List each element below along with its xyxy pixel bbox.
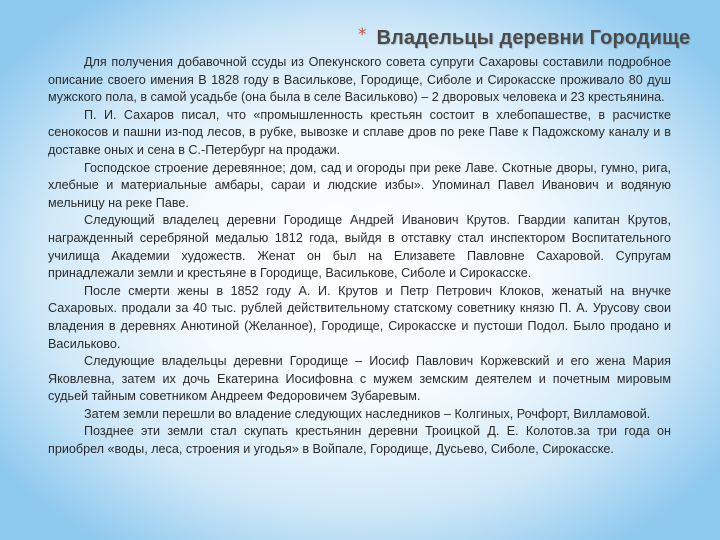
paragraph: После смерти жены в 1852 году А. И. Крутов и Петр Петрович Клоков, женатый на внучке Сахаровых. продали за 40 тыс. рублей действительному статскому советнику князю П. А. Урусову свои владения в деревнях Анютиной (Желанное), Городище, Сирокасске и пустоши Подол. Было продано и Васильково.: [48, 283, 671, 351]
paragraph: Следующие владельцы деревни Городище – Иосиф Павлович Коржевский и его жена Мария Яковлевна, затем их дочь Екатерина Иосифовна с мужем земским деятелем и почетным мировым судьей тайным советником Андреем Федоровичем Зубаревым.: [48, 354, 671, 404]
paragraph: Позднее эти земли стал скупать крестьянин деревни Троицкой Д. Е. Колотов.за три года он приобрел «воды, леса, строения и угодья» в Войпале, Городище, Дусьево, Сиболе, Сирокасске.: [48, 424, 671, 457]
slide-title: Владельцы деревни Городище: [376, 26, 691, 49]
title-row: [358, 22, 690, 54]
paragraph: Для получения добавочной ссуды из Опекунского совета супруги Сахаровы составили подробное описание своего имения В 1828 году в Василькове, Городище, Сиболе и Сирокасске проживало 80 душ мужского пола, в самой усадьбе (она была в селе Васильково) – 2 дворовых человека и 23 крестьянина.: [48, 55, 671, 105]
paragraph: Затем земли перешли во владение следующих наследников – Колгиных, Рочфорт, Вилламовой.: [84, 406, 651, 421]
title-bullet: *: [358, 25, 367, 45]
paragraph: Господское строение деревянное; дом, сад и огороды при реке Лаве. Скотные дворы, гумно, рига, хлебные и материальные амбары, сараи и людские избы». Упоминал Павел Иванович и водяную мельницу на реке Паве.: [48, 160, 671, 210]
body-text: [48, 54, 671, 459]
paragraph: Следующий владелец деревни Городище Андрей Иванович Крутов. Гвардии капитан Крутов, награжденный серебряной медалью 1812 года, выйдя в отставку стал инспектором Воспитательного училища Академии художеств. Женат он был на Елизавете Павловне Сахаровой. Супругам принадлежали земли и крестьяне в Городище, Василькове, Сиболе и Сирокасске.: [48, 213, 671, 281]
paragraph: П. И. Сахаров писал, что «промышленность крестьян состоит в хлебопашестве, в расчистке сенокосов и пашни из-под лесов, в рубке, вывозке и сплаве дров по реке Паве к Падожскому каналу и в доставке оных и сена в С.-Петербург на продажи.: [48, 107, 671, 157]
